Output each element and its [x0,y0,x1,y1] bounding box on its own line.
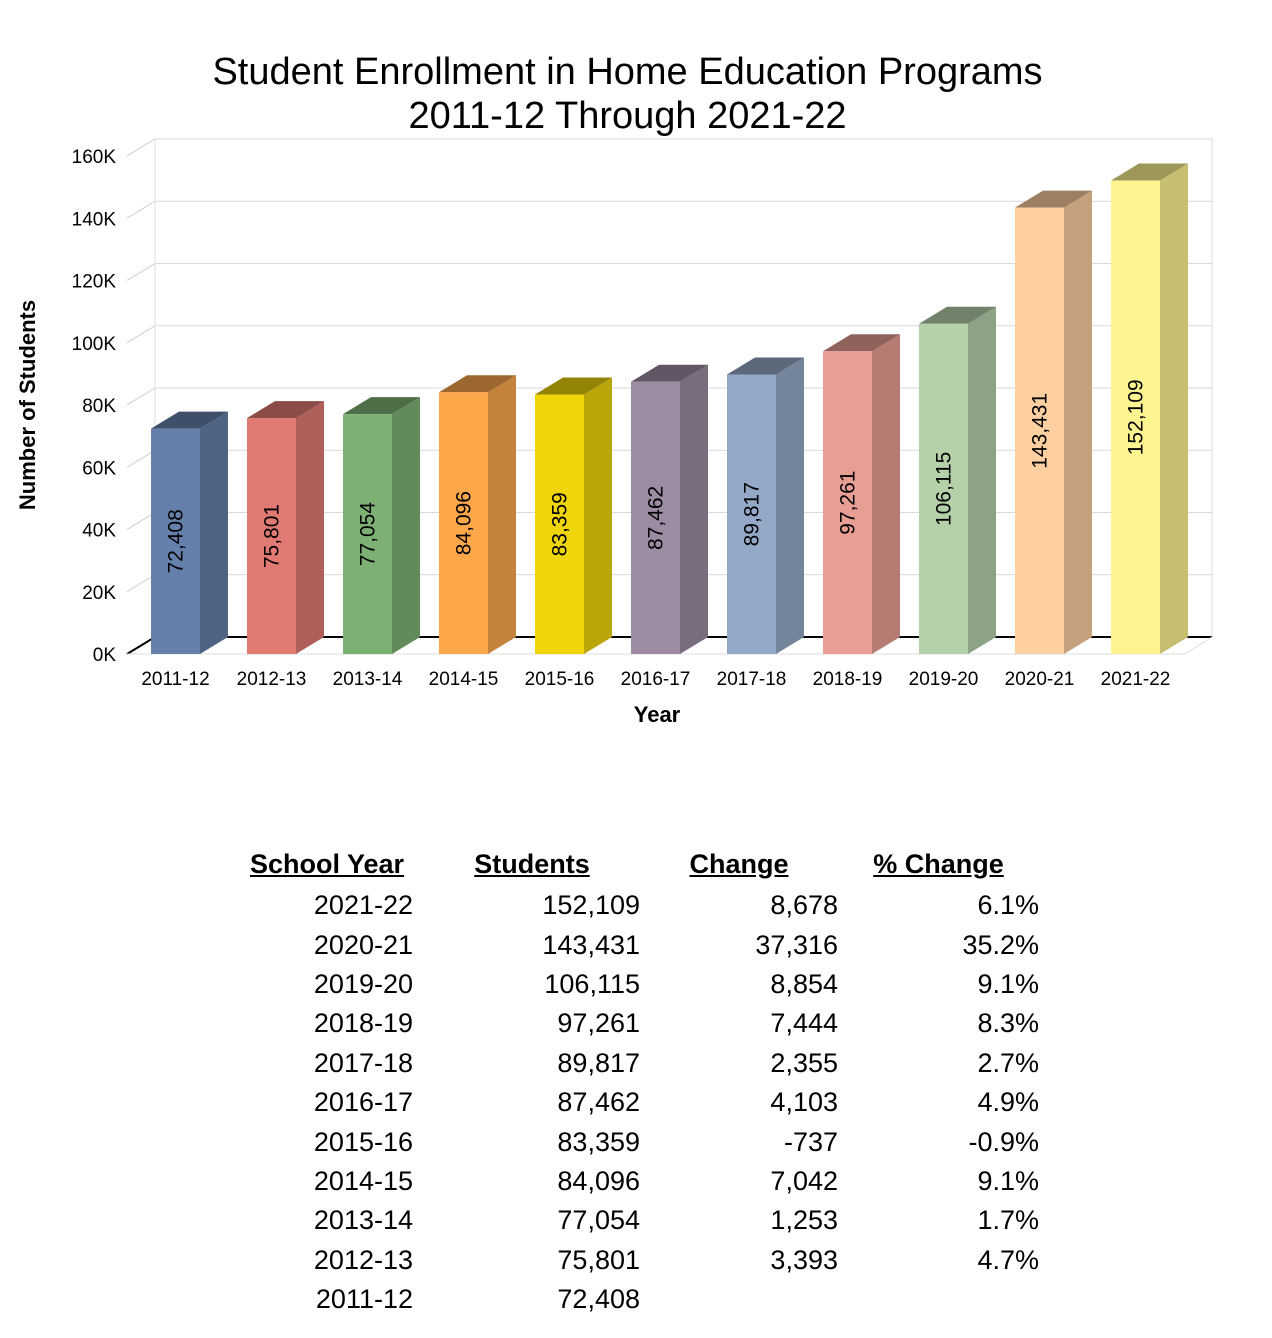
table-cell: 97,261 [557,1008,640,1039]
table-cell [640,1280,838,1319]
x-tick-label: 2017-18 [716,669,787,690]
data-label: 77,054 [356,501,380,567]
table-cell: 8.3% [977,1008,1039,1039]
table-row [230,886,1039,925]
table-cell: 89,817 [557,1047,640,1078]
table-cell: 143,431 [542,929,640,960]
table-cell: 106,115 [544,968,640,999]
table-cell: 2,355 [770,1047,838,1078]
data-label: 72,408 [164,509,188,574]
y-axis-label: Number of Students [15,299,40,511]
side-gridline [127,450,155,467]
table-cell: 2020-21 [313,929,413,960]
column-header: Change [689,848,789,879]
x-tick-label: 2011-12 [141,669,210,690]
y-tick-label: 20K [82,582,116,604]
x-tick-label: 2014-15 [428,669,499,690]
y-tick-label: 100K [71,333,116,355]
side-gridline [127,201,155,218]
x-tick-label: 2015-16 [524,669,595,690]
table-cell: 2.7% [977,1047,1039,1078]
table-row [230,1122,1039,1161]
table-cell: 2012-13 [313,1244,413,1275]
bar-side [680,365,708,654]
side-gridline [127,513,155,530]
table-row [230,1241,1039,1280]
table-cell: 2014-15 [313,1165,413,1196]
table-row [230,1083,1039,1122]
side-gridline [127,388,155,405]
x-tick-label: 2019-20 [908,669,979,690]
chart-title: Student Enrollment in Home Education Programs [212,51,1043,93]
table-cell: 4.9% [977,1087,1039,1118]
table-row [230,965,1039,1004]
table-cell: 75,801 [557,1244,640,1275]
table-cell: 4,103 [770,1087,838,1118]
side-gridline [127,139,155,156]
data-label: 106,115 [932,451,956,527]
table-cell: 8,854 [770,968,838,999]
bar-side [584,378,612,654]
table-row [230,925,1039,964]
data-label: 83,359 [548,492,572,557]
bar-side [776,357,804,654]
table-row [230,1162,1039,1201]
table-row [230,1004,1039,1043]
table-cell: 4.7% [977,1244,1039,1275]
table-cell: 2015-16 [313,1126,413,1157]
table-cell: 2011-12 [315,1284,413,1315]
bar-side [488,375,516,654]
table-cell: 2016-17 [313,1087,413,1118]
y-tick-label: 140K [71,209,116,231]
table-cell: 2013-14 [313,1205,413,1236]
x-tick-label: 2013-14 [332,669,403,690]
x-tick-label: 2012-13 [236,669,307,690]
bar-side [968,307,996,654]
bar-side [296,401,324,654]
table-cell: 9.1% [977,968,1039,999]
table-cell: 1,253 [770,1205,838,1236]
side-gridline [127,326,155,343]
bar-side [1064,191,1092,654]
data-label: 87,462 [644,485,668,551]
column-header: School Year [249,848,405,879]
column-header: Students [474,848,590,879]
table-cell: 8,678 [770,890,838,921]
table-cell: 37,316 [755,929,838,960]
table-cell: 2018-19 [313,1008,413,1039]
table-row [230,1201,1039,1240]
y-tick-label: 120K [71,271,116,293]
bar-side [872,334,900,654]
table-cell: 152,109 [542,890,640,921]
y-tick-label: 40K [82,520,116,542]
x-tick-label: 2016-17 [620,669,691,690]
x-tick-label: 2018-19 [812,669,883,690]
chart-subtitle: 2011-12 Through 2021-22 [408,95,847,137]
data-label: 89,817 [740,482,764,547]
x-tick-label: 2021-22 [1100,669,1171,690]
data-label: 84,096 [452,491,476,556]
side-gridline [127,264,155,281]
table-cell: 83,359 [557,1126,640,1157]
table-cell: 9.1% [977,1165,1039,1196]
x-axis-label: Year [633,702,681,727]
table-cell: 2019-20 [313,968,413,999]
table-cell: -737 [783,1126,838,1157]
y-tick-label: 60K [82,458,116,480]
data-label: 152,109 [1124,379,1148,456]
table-cell: 2017-18 [313,1047,413,1078]
table-cell [838,1280,1039,1319]
y-tick-label: 0K [92,645,116,666]
x-tick-label: 2020-21 [1004,669,1075,690]
table-cell: 35.2% [962,929,1039,960]
data-label: 75,801 [260,503,284,569]
bar-side [200,412,228,654]
table-cell: 6.1% [977,890,1039,921]
table-row [230,1280,1039,1319]
table-cell: 84,096 [557,1165,640,1196]
column-header: % Change [873,848,1004,879]
data-label: 97,261 [836,470,860,535]
table-row [230,1044,1039,1083]
table-cell: 72,408 [557,1284,640,1315]
table-cell: 7,444 [770,1008,838,1039]
data-label: 143,431 [1028,392,1052,469]
table-cell: 3,393 [770,1244,838,1275]
table-cell: -0.9% [968,1126,1039,1157]
table-cell: 87,462 [557,1087,640,1118]
floor-edge [1185,637,1212,654]
axis-floor [127,637,155,654]
bar-side [1160,164,1188,654]
y-tick-label: 160K [71,147,116,168]
table-cell: 77,054 [557,1205,640,1236]
bar-side [392,397,420,654]
table-cell: 7,042 [770,1165,838,1196]
side-gridline [127,575,155,592]
table-cell: 1.7% [977,1205,1039,1236]
y-tick-label: 80K [82,396,116,417]
enrollment-table [230,842,1039,1319]
table-cell: 2021-22 [313,890,413,921]
